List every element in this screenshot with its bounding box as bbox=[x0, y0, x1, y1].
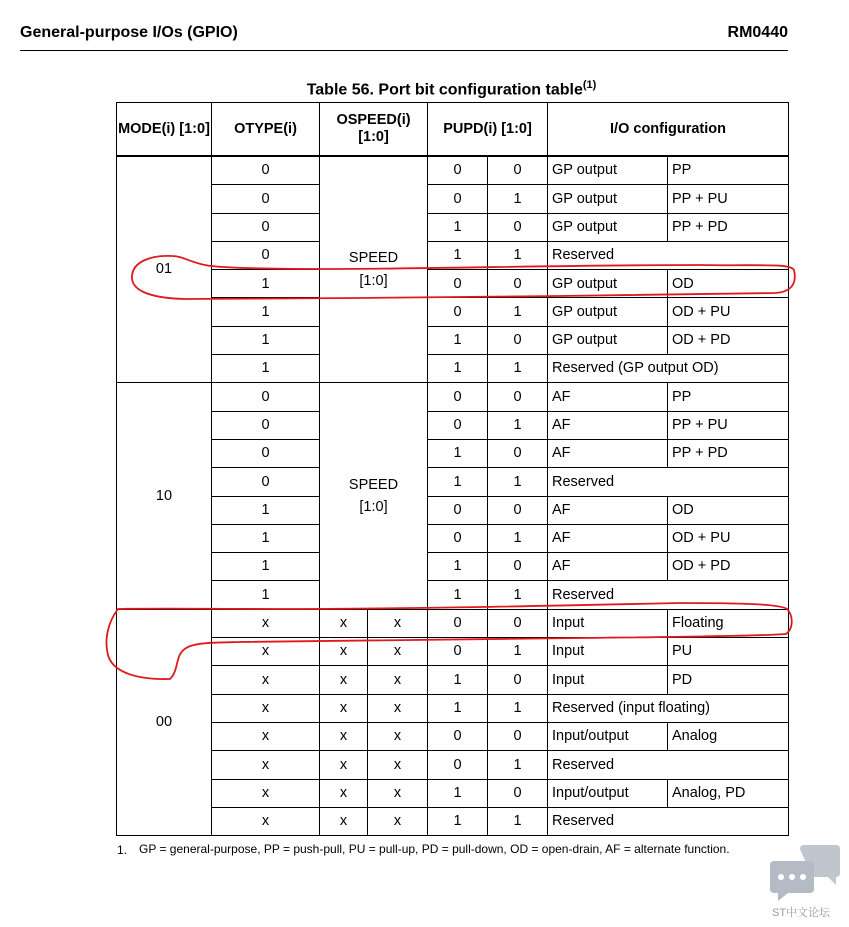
ospeed-bit0-cell: x bbox=[368, 609, 428, 637]
ospeed-bit1-cell: x bbox=[320, 694, 368, 722]
otype-cell: 1 bbox=[212, 524, 320, 552]
pupd-bit0-cell: 0 bbox=[488, 439, 548, 467]
otype-cell: x bbox=[212, 722, 320, 750]
speed-bits-label: [1:0] bbox=[359, 272, 388, 289]
pupd-bit1-cell: 0 bbox=[428, 156, 488, 185]
header-divider bbox=[20, 50, 788, 51]
pupd-bit1-cell: 1 bbox=[428, 439, 488, 467]
pupd-bit1-cell: 0 bbox=[428, 722, 488, 750]
pupd-bit0-cell: 1 bbox=[488, 524, 548, 552]
otype-cell: x bbox=[212, 666, 320, 694]
mode-cell: 10 bbox=[117, 383, 212, 609]
io-configuration-cell: Input bbox=[548, 638, 668, 666]
pupd-bit1-cell: 0 bbox=[428, 496, 488, 524]
io-configuration-cell: Input bbox=[548, 666, 668, 694]
pupd-bit0-cell: 1 bbox=[488, 638, 548, 666]
otype-cell: 1 bbox=[212, 496, 320, 524]
pupd-bit1-cell: 1 bbox=[428, 326, 488, 354]
speed-label: SPEED bbox=[348, 250, 399, 267]
table-row bbox=[117, 468, 789, 496]
io-configuration-cell: Reserved bbox=[548, 241, 789, 269]
io-detail-cell: PU bbox=[668, 638, 789, 666]
logo-front-bubble bbox=[770, 861, 814, 901]
table-caption-text: Table 56. Port bit configuration table bbox=[306, 81, 583, 99]
otype-cell: 0 bbox=[212, 383, 320, 411]
io-detail-cell: OD + PD bbox=[668, 553, 789, 581]
otype-cell: 1 bbox=[212, 581, 320, 609]
io-detail-cell: OD bbox=[668, 270, 789, 298]
pupd-bit1-cell: 0 bbox=[428, 411, 488, 439]
io-detail-cell: PP + PU bbox=[668, 411, 789, 439]
otype-cell: x bbox=[212, 751, 320, 779]
table-row bbox=[117, 779, 789, 807]
table-row bbox=[117, 524, 789, 552]
io-detail-cell: Analog bbox=[668, 722, 789, 750]
ospeed-bit0-cell: x bbox=[368, 638, 428, 666]
table-row bbox=[117, 609, 789, 637]
io-configuration-cell: Reserved bbox=[548, 468, 789, 496]
header-otype: OTYPE(i) bbox=[212, 103, 320, 157]
pupd-bit1-cell: 1 bbox=[428, 779, 488, 807]
pupd-bit0-cell: 1 bbox=[488, 185, 548, 213]
pupd-bit1-cell: 1 bbox=[428, 581, 488, 609]
ospeed-bit1-cell: x bbox=[320, 609, 368, 637]
pupd-bit0-cell: 1 bbox=[488, 355, 548, 383]
ospeed-bit1-cell: x bbox=[320, 722, 368, 750]
otype-cell: x bbox=[212, 609, 320, 637]
otype-cell: x bbox=[212, 807, 320, 835]
pupd-bit0-cell: 1 bbox=[488, 241, 548, 269]
header-io-configuration: I/O configuration bbox=[548, 103, 789, 157]
io-configuration-cell: Reserved (input floating) bbox=[548, 694, 789, 722]
table-row bbox=[117, 807, 789, 835]
speed-bits-label: [1:0] bbox=[359, 499, 388, 516]
io-detail-cell: PP bbox=[668, 156, 789, 185]
pupd-bit0-cell: 1 bbox=[488, 411, 548, 439]
otype-cell: 1 bbox=[212, 326, 320, 354]
io-configuration-cell: Input/output bbox=[548, 722, 668, 750]
pupd-bit0-cell: 1 bbox=[488, 807, 548, 835]
table-row bbox=[117, 496, 789, 524]
ospeed-bit0-cell: x bbox=[368, 779, 428, 807]
otype-cell: 0 bbox=[212, 411, 320, 439]
table-row bbox=[117, 241, 789, 269]
pupd-bit1-cell: 0 bbox=[428, 298, 488, 326]
io-detail-cell: PP + PD bbox=[668, 439, 789, 467]
table-row bbox=[117, 383, 789, 411]
ospeed-bit0-cell: x bbox=[368, 807, 428, 835]
io-configuration-cell: GP output bbox=[548, 326, 668, 354]
ospeed-bit1-cell: x bbox=[320, 666, 368, 694]
pupd-bit0-cell: 0 bbox=[488, 779, 548, 807]
io-detail-cell: Floating bbox=[668, 609, 789, 637]
table-row bbox=[117, 185, 789, 213]
mode-cell: 00 bbox=[117, 609, 212, 835]
header-mode: MODE(i) [1:0] bbox=[117, 103, 212, 157]
otype-cell: 1 bbox=[212, 298, 320, 326]
io-detail-cell: PP + PD bbox=[668, 213, 789, 241]
io-configuration-cell: AF bbox=[548, 553, 668, 581]
pupd-bit1-cell: 0 bbox=[428, 185, 488, 213]
pupd-bit0-cell: 0 bbox=[488, 666, 548, 694]
otype-cell: x bbox=[212, 779, 320, 807]
io-configuration-cell: AF bbox=[548, 524, 668, 552]
io-configuration-cell: Input bbox=[548, 609, 668, 637]
io-configuration-cell: Reserved bbox=[548, 581, 789, 609]
otype-cell: 1 bbox=[212, 355, 320, 383]
io-configuration-cell: AF bbox=[548, 411, 668, 439]
io-configuration-cell: GP output bbox=[548, 270, 668, 298]
pupd-bit0-cell: 1 bbox=[488, 751, 548, 779]
pupd-bit1-cell: 1 bbox=[428, 807, 488, 835]
ospeed-speed-cell bbox=[320, 156, 428, 383]
caption-footnote-ref: (1) bbox=[582, 79, 597, 91]
table-row bbox=[117, 666, 789, 694]
header-ospeed: OSPEED(i) [1:0] bbox=[320, 103, 428, 157]
otype-cell: 1 bbox=[212, 553, 320, 581]
ospeed-bit1-cell: x bbox=[320, 779, 368, 807]
table-row bbox=[117, 751, 789, 779]
io-configuration-cell: AF bbox=[548, 496, 668, 524]
otype-cell: 0 bbox=[212, 468, 320, 496]
pupd-bit0-cell: 0 bbox=[488, 553, 548, 581]
header-pupd: PUPD(i) [1:0] bbox=[428, 103, 548, 157]
pupd-bit0-cell: 0 bbox=[488, 156, 548, 185]
io-detail-cell: OD + PU bbox=[668, 298, 789, 326]
io-detail-cell: PP bbox=[668, 383, 789, 411]
table-row bbox=[117, 694, 789, 722]
ospeed-bit1-cell: x bbox=[320, 638, 368, 666]
io-detail-cell: OD + PU bbox=[668, 524, 789, 552]
pupd-bit0-cell: 1 bbox=[488, 298, 548, 326]
pupd-bit1-cell: 1 bbox=[428, 666, 488, 694]
pupd-bit0-cell: 0 bbox=[488, 383, 548, 411]
footnote-text: GP = general-purpose, PP = push-pull, PU = pull-up, PD = pull-down, OD = open-drain, AF = alternate function. bbox=[139, 842, 730, 856]
pupd-bit1-cell: 1 bbox=[428, 213, 488, 241]
io-configuration-cell: AF bbox=[548, 439, 668, 467]
io-detail-cell: OD + PD bbox=[668, 326, 789, 354]
io-configuration-cell: Reserved bbox=[548, 751, 789, 779]
pupd-bit0-cell: 0 bbox=[488, 270, 548, 298]
table-row bbox=[117, 156, 789, 185]
ospeed-bit0-cell: x bbox=[368, 722, 428, 750]
otype-cell: x bbox=[212, 638, 320, 666]
mode-cell: 01 bbox=[117, 156, 212, 383]
io-configuration-cell: GP output bbox=[548, 156, 668, 185]
table-caption bbox=[116, 79, 787, 99]
otype-cell: 1 bbox=[212, 270, 320, 298]
pupd-bit0-cell: 0 bbox=[488, 722, 548, 750]
pupd-bit1-cell: 1 bbox=[428, 355, 488, 383]
io-configuration-cell: AF bbox=[548, 383, 668, 411]
pupd-bit0-cell: 0 bbox=[488, 213, 548, 241]
ospeed-bit1-cell: x bbox=[320, 807, 368, 835]
table-row bbox=[117, 581, 789, 609]
pupd-bit1-cell: 0 bbox=[428, 751, 488, 779]
pupd-bit1-cell: 0 bbox=[428, 638, 488, 666]
otype-cell: 0 bbox=[212, 156, 320, 185]
otype-cell: 0 bbox=[212, 439, 320, 467]
pupd-bit0-cell: 1 bbox=[488, 468, 548, 496]
ospeed-bit0-cell: x bbox=[368, 751, 428, 779]
ospeed-bit1-cell: x bbox=[320, 751, 368, 779]
table-row bbox=[117, 553, 789, 581]
pupd-bit1-cell: 1 bbox=[428, 553, 488, 581]
speed-label: SPEED bbox=[348, 476, 399, 493]
port-bit-configuration-table bbox=[116, 102, 789, 836]
pupd-bit0-cell: 1 bbox=[488, 694, 548, 722]
ospeed-speed-cell bbox=[320, 383, 428, 609]
io-configuration-cell: Reserved (GP output OD) bbox=[548, 355, 789, 383]
ospeed-bit0-cell: x bbox=[368, 666, 428, 694]
table-row bbox=[117, 298, 789, 326]
pupd-bit1-cell: 0 bbox=[428, 609, 488, 637]
io-detail-cell: OD bbox=[668, 496, 789, 524]
table-row bbox=[117, 355, 789, 383]
table-body bbox=[117, 156, 789, 836]
io-detail-cell: PP + PU bbox=[668, 185, 789, 213]
io-configuration-cell: GP output bbox=[548, 298, 668, 326]
io-configuration-cell: GP output bbox=[548, 185, 668, 213]
table-row bbox=[117, 411, 789, 439]
otype-cell: 0 bbox=[212, 185, 320, 213]
pupd-bit1-cell: 1 bbox=[428, 241, 488, 269]
io-detail-cell: PD bbox=[668, 666, 789, 694]
io-configuration-cell: Reserved bbox=[548, 807, 789, 835]
pupd-bit0-cell: 0 bbox=[488, 326, 548, 354]
table-row bbox=[117, 722, 789, 750]
io-configuration-cell: GP output bbox=[548, 213, 668, 241]
pupd-bit0-cell: 1 bbox=[488, 581, 548, 609]
pupd-bit1-cell: 0 bbox=[428, 383, 488, 411]
pupd-bit1-cell: 0 bbox=[428, 270, 488, 298]
pupd-bit1-cell: 1 bbox=[428, 468, 488, 496]
otype-cell: x bbox=[212, 694, 320, 722]
pupd-bit0-cell: 0 bbox=[488, 496, 548, 524]
document-reference: RM0440 bbox=[727, 24, 788, 41]
section-title: General-purpose I/Os (GPIO) bbox=[20, 24, 238, 41]
table-header-row bbox=[117, 103, 789, 157]
footnote-number: 1. bbox=[117, 843, 128, 857]
table-row bbox=[117, 439, 789, 467]
otype-cell: 0 bbox=[212, 241, 320, 269]
table-row bbox=[117, 270, 789, 298]
pupd-bit1-cell: 1 bbox=[428, 694, 488, 722]
table-row bbox=[117, 213, 789, 241]
pupd-bit0-cell: 0 bbox=[488, 609, 548, 637]
io-detail-cell: Analog, PD bbox=[668, 779, 789, 807]
table-row bbox=[117, 638, 789, 666]
io-configuration-cell: Input/output bbox=[548, 779, 668, 807]
otype-cell: 0 bbox=[212, 213, 320, 241]
ospeed-bit0-cell: x bbox=[368, 694, 428, 722]
table-row bbox=[117, 326, 789, 354]
watermark-text: ST中文论坛 bbox=[772, 907, 831, 919]
pupd-bit1-cell: 0 bbox=[428, 524, 488, 552]
